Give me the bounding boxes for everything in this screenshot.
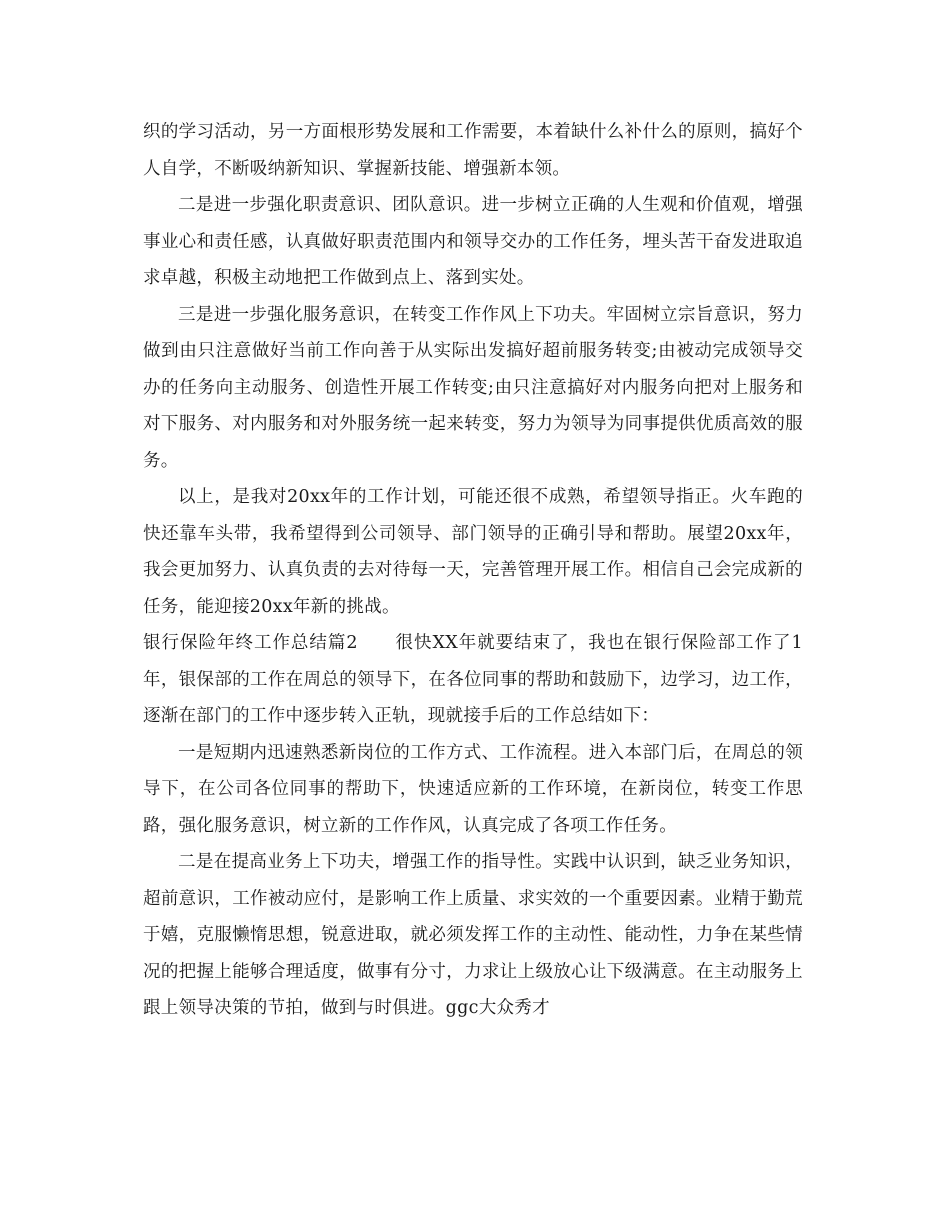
- paragraph-conclusion: 以上，是我对20xx年的工作计划，可能还很不成熟，希望领导指正。火车跑的快还靠车头带，我希望得到公司领导、部门领导的正确引导和帮助。展望20xx年，我会更加努力、认真负责的去对待每一天，完善管理开展工作。相信自己会完成新的任务，能迎接20xx年新的挑战。: [143, 487, 803, 617]
- document-body: [143, 114, 803, 1027]
- paragraph-business: 二是在提高业务上下功夫，增强工作的指导性。实践中认识到，缺乏业务知识，超前意识，工作被动应付，是影响工作上质量、求实效的一个重要因素。业精于勤荒于嬉，克服懒惰思想，锐意进取，就必须发挥工作的主动性、能动性，力争在某些情况的把握上能够合理适度，做事有分寸，力求让上级放心让下级满意。在主动服务上跟上领导决策的节拍，做到与时俱进。ggc大众秀才: [143, 852, 803, 1018]
- paragraph-continuation-study: 织的学习活动，另一方面根形势发展和工作需要，本着缺什么补什么的原则，搞好个人自学，不断吸纳新知识、掌握新技能、增强新本领。: [143, 122, 803, 179]
- paragraph-service: 三是进一步强化服务意识，在转变工作作风上下功夫。牢固树立宗旨意识，努力做到由只注意做好当前工作向善于从实际出发搞好超前服务转变;由被动完成领导交办的任务向主动服务、创造性开展工作转变;由只注意搞好对内服务向把对上服务和对下服务、对内服务和对外服务统一起来转变，努力为领导为同事提供优质高效的服务。: [143, 304, 803, 471]
- paragraph-responsibility: 二是进一步强化职责意识、团队意识。进一步树立正确的人生观和价值观，增强事业心和责任感，认真做好职责范围内和领导交办的工作任务，埋头苦干奋发进取追求卓越，积极主动地把工作做到点上、落到实处。: [143, 195, 803, 288]
- paragraph-section-heading-2: 银行保险年终工作总结篇2 很快XX年就要结束了，我也在银行保险部工作了1年，银保部的工作在周总的领导下，在各位同事的帮助和鼓励下，边学习，边工作，逐渐在部门的工作中逐步转入正轨，现就接手后的工作总结如下：: [143, 633, 803, 726]
- paragraph-new-post: 一是短期内迅速熟悉新岗位的工作方式、工作流程。进入本部门后，在周总的领导下，在公司各位同事的帮助下，快速适应新的工作环境，在新岗位，转变工作思路，强化服务意识，树立新的工作作风，认真完成了各项工作任务。: [143, 742, 803, 836]
